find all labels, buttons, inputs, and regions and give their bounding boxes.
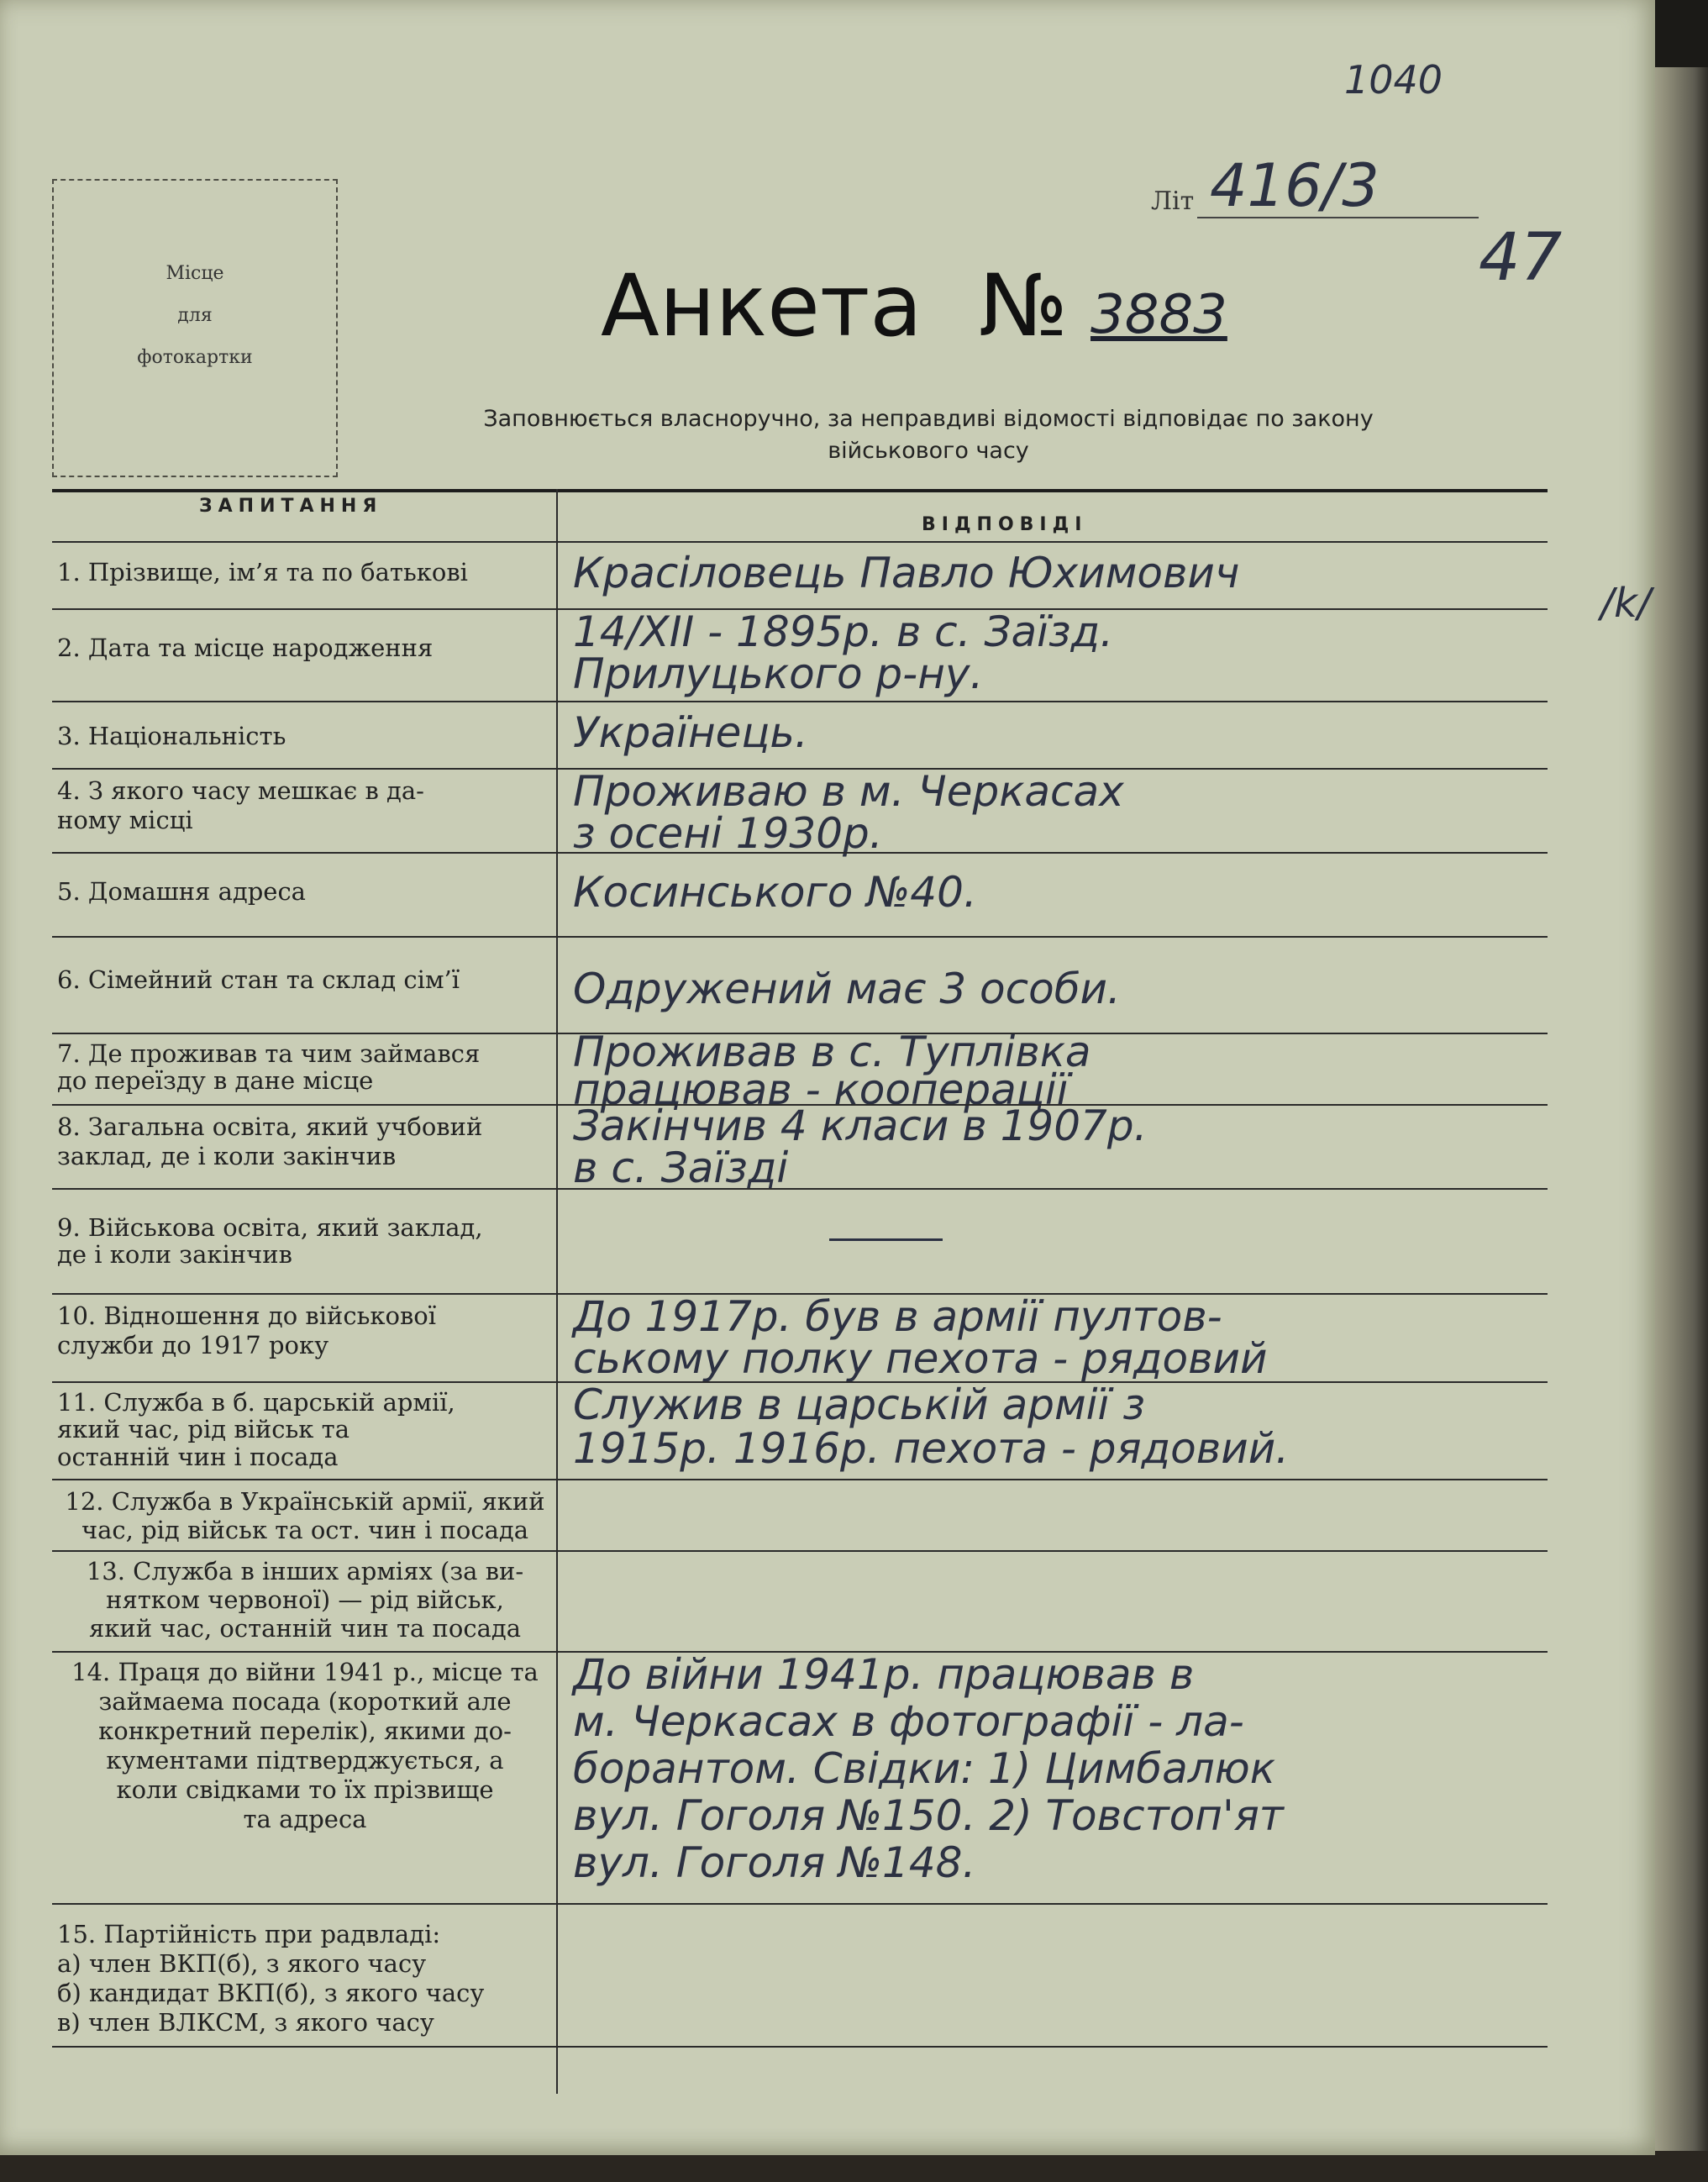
- row-separator: [52, 2046, 1548, 2048]
- question-14-line: конкретний перелік), якими до-: [98, 1717, 512, 1745]
- question-11-line: останній чин і посада: [57, 1443, 339, 1471]
- answer-6-line: Одружений має 3 особи.: [573, 965, 1121, 1013]
- question-15-line: б) кандидат ВКП(б), з якого часу: [57, 1979, 485, 2007]
- lit-value: 416/3: [1210, 151, 1380, 220]
- answer-9-dash: [829, 1238, 943, 1241]
- question-7-line: до переїзду в дане місце: [57, 1066, 374, 1095]
- question-14-line: та адреса: [243, 1805, 367, 1833]
- question-4-line: 4. З якого часу мешкає в да-: [57, 776, 424, 805]
- question-11-line: 11. Служба в б. царській армії,: [57, 1388, 455, 1417]
- answer-1-line: Красіловець Павло Юхимович: [573, 549, 1240, 597]
- answer-8-line: в с. Заїзді: [573, 1144, 789, 1192]
- number-label: №: [979, 256, 1069, 356]
- answer-11-line: 1915р. 1916р. пехота - рядовий.: [573, 1424, 1290, 1473]
- answer-14-line: борантом. Свідки: 1) Цимбалюк: [573, 1744, 1275, 1793]
- answer-10-line: ському полку пехота - рядовий: [573, 1334, 1268, 1383]
- row-separator: [52, 1479, 1548, 1480]
- column-divider: [556, 489, 558, 2094]
- question-14-line: коли свідками то їх прізвище: [116, 1775, 494, 1804]
- answer-3-line: Українець.: [573, 708, 808, 757]
- question-2-line: 2. Дата та місце народження: [57, 634, 434, 662]
- question-9-line: 9. Військова освіта, який заклад,: [57, 1213, 483, 1242]
- question-3-line: 3. Національність: [57, 722, 286, 750]
- col-header-questions: ЗАПИТАННЯ: [199, 496, 383, 517]
- answer-2-line: Прилуцького р-ну.: [573, 649, 984, 698]
- question-13-line: нятком червоної) — рід військ,: [106, 1585, 504, 1614]
- photo-label-3: фотокартки: [137, 347, 253, 368]
- answer-4-line: Проживаю в м. Черкасах: [573, 767, 1124, 816]
- answer-2-line: 14/XII - 1895р. в с. Заїзд.: [573, 607, 1114, 656]
- answer-11-line: Служив в царській армії з: [573, 1380, 1145, 1429]
- photo-label-2: для: [177, 305, 213, 326]
- question-13-line: який час, останній чин та посада: [88, 1614, 521, 1643]
- photo-label-1: Місце: [166, 263, 224, 284]
- row-separator: [52, 852, 1548, 854]
- answer-7-line: працював - кооперації: [573, 1065, 1069, 1114]
- answer-5-line: Косинського №40.: [573, 868, 977, 917]
- col-header-answers: ВІДПОВІДІ: [922, 514, 1088, 535]
- answer-14-line: До війни 1941р. працював в: [573, 1650, 1195, 1699]
- question-8-line: заклад, де і коли закінчив: [57, 1142, 397, 1170]
- answer-8-line: Закінчив 4 класи в 1907р.: [573, 1102, 1148, 1150]
- question-6-line: 6. Сімейний стан та склад сім’ї: [57, 965, 460, 994]
- row-separator: [52, 1188, 1548, 1190]
- lit-label: Літ: [1151, 187, 1195, 216]
- question-14-line: 14. Праця до війни 1941 р., місце та: [71, 1658, 539, 1686]
- photo-placeholder: [52, 179, 338, 477]
- question-15-line: в) член ВЛКСМ, з якого часу: [57, 2008, 434, 2037]
- form-title: Анкета: [601, 256, 922, 356]
- questionnaire-table: [52, 489, 1548, 2094]
- answer-7-line: Проживав в с. Туплівка: [573, 1028, 1091, 1076]
- answer-14-line: вул. Гоголя №148.: [573, 1838, 976, 1887]
- question-10-line: 10. Відношення до військової: [57, 1301, 437, 1330]
- instruction-text: [353, 403, 1504, 467]
- form-number: 3883: [1090, 284, 1227, 346]
- row-separator: [52, 701, 1548, 702]
- answer-4-line: з осені 1930р.: [573, 809, 883, 858]
- question-14-line: кументами підтверджується, а: [106, 1746, 504, 1775]
- margin-mark: /k/: [1600, 580, 1652, 627]
- question-10-line: служби до 1917 року: [57, 1331, 329, 1359]
- question-1-line: 1. Прізвище, ім’я та по батькові: [57, 558, 468, 586]
- question-12-line: 12. Служба в Українській армії, який: [65, 1487, 545, 1516]
- answer-10-line: До 1917р. був в армії пултов-: [573, 1292, 1222, 1341]
- corner-number: 1040: [1344, 57, 1443, 103]
- table-top-rule: [52, 489, 1548, 492]
- row-separator: [52, 1903, 1548, 1905]
- question-9-line: де і коли закінчив: [57, 1240, 292, 1269]
- question-5-line: 5. Домашня адреса: [57, 877, 306, 906]
- instruction-line-1: Заповнюється власноручно, за неправдиві відомості відповідає по закону: [483, 406, 1374, 432]
- answer-14-line: м. Черкасах в фотографії - ла-: [573, 1697, 1244, 1746]
- instruction-line-2: військового часу: [828, 438, 1029, 464]
- question-15-line: а) член ВКП(б), з якого часу: [57, 1949, 427, 1978]
- answer-14-line: вул. Гоголя №150. 2) Товстоп'ят: [573, 1791, 1284, 1840]
- row-separator: [52, 1550, 1548, 1552]
- question-12-line: час, рід військ та ост. чин і посада: [81, 1516, 529, 1544]
- question-13-line: 13. Служба в інших арміях (за ви-: [86, 1557, 524, 1585]
- bottom-edge: [0, 2151, 1708, 2182]
- question-11-line: який час, рід військ та: [57, 1415, 349, 1443]
- question-4-line: ному місці: [57, 806, 193, 834]
- row-separator: [52, 936, 1548, 938]
- question-14-line: займаема посада (короткий але: [98, 1687, 512, 1716]
- question-15-line: 15. Партійність при радвладі:: [57, 1920, 441, 1948]
- page-number: 47: [1479, 220, 1563, 296]
- header-rule: [52, 541, 1548, 543]
- question-7-line: 7. Де проживав та чим займався: [57, 1039, 481, 1068]
- question-8-line: 8. Загальна освіта, який учбовий: [57, 1112, 483, 1141]
